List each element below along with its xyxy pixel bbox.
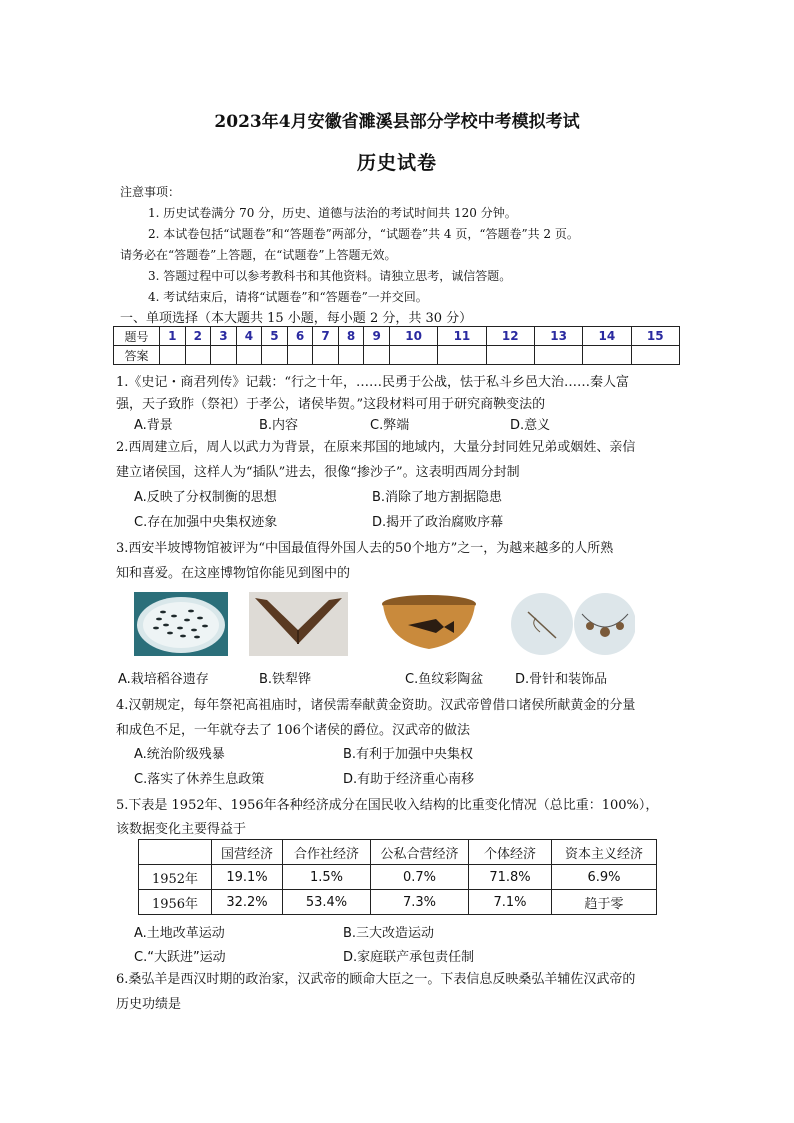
table-cell: 32.2% <box>212 890 283 915</box>
note-item: 2. 本试卷包括“试题卷”和“答题卷”两部分，“试题卷”共 4 页，“答题卷”共 2 页。 <box>148 227 579 241</box>
question-1-option-c[interactable]: C.弊端 <box>370 418 410 433</box>
bone-needle-ornaments-image <box>510 592 635 656</box>
table-header: 个体经济 <box>469 840 552 865</box>
question-4-option-c[interactable]: C.落实了休养生息政策 <box>134 772 265 787</box>
fish-painted-pottery-basin-image <box>378 592 480 656</box>
question-3-option-a[interactable]: A.栽培稻谷遗存 <box>118 672 209 687</box>
question-number: 3 <box>211 327 237 346</box>
question-2-text: 建立诸侯国，这样人为“插队”进去，很像“掺沙子”。这表明西周分封制 <box>116 465 520 480</box>
table-cell: 53.4% <box>283 890 371 915</box>
table-row <box>139 865 657 890</box>
question-number: 1 <box>160 327 186 346</box>
table-row <box>139 890 657 915</box>
question-number: 9 <box>364 327 390 346</box>
table-cell: 19.1% <box>212 865 283 890</box>
question-1-text: 1.《史记・商君列传》记载：“行之十年，……民勇于公战，怯于私斗乡邑大治……秦人富 <box>116 375 630 390</box>
question-number: 5 <box>262 327 288 346</box>
answer-cell[interactable] <box>236 346 262 365</box>
exam-title: 2023年4月安徽省濉溪县部分学校中考模拟考试 <box>214 112 580 132</box>
rice-remains-image <box>134 592 228 656</box>
note-item: 1. 历史试卷满分 70 分，历史、道德与法治的考试时间共 120 分钟。 <box>148 206 517 220</box>
question-6-text: 历史功绩是 <box>116 997 182 1012</box>
table-cell: 71.8% <box>469 865 552 890</box>
question-3-option-c[interactable]: C.鱼纹彩陶盆 <box>405 672 484 687</box>
question-5-option-c[interactable]: C.“大跃进”运动 <box>134 950 226 965</box>
answer-cell[interactable] <box>338 346 364 365</box>
question-number: 2 <box>185 327 211 346</box>
question-5-text: 该数据变化主要得益于 <box>116 822 247 837</box>
answer-grid-number-row <box>114 327 680 346</box>
question-1-option-b[interactable]: B.内容 <box>259 418 299 433</box>
answer-cell[interactable] <box>583 346 631 365</box>
question-5-option-b[interactable]: B.三大改造运动 <box>343 926 435 941</box>
answer-grid-label: 题号 <box>114 327 160 346</box>
question-6-text: 6.桑弘羊是西汉时期的政治家，汉武帝的顾命大臣之一。下表信息反映桑弘羊辅佐汉武帝的 <box>116 972 636 987</box>
question-2-option-a[interactable]: A.反映了分权制衡的思想 <box>134 490 277 505</box>
question-4-option-d[interactable]: D.有助于经济重心南移 <box>343 772 475 787</box>
question-number: 6 <box>287 327 313 346</box>
section-heading: 一、单项选择（本大题共 15 小题，每小题 2 分，共 30 分） <box>120 311 473 326</box>
question-1-option-d[interactable]: D.意义 <box>510 418 551 433</box>
answer-cell[interactable] <box>631 346 679 365</box>
answer-cell[interactable] <box>438 346 486 365</box>
answer-cell[interactable] <box>262 346 288 365</box>
note-item: 请务必在“答题卷”上答题，在“试题卷”上答题无效。 <box>120 248 397 262</box>
answer-cell[interactable] <box>389 346 437 365</box>
answer-grid-label: 答案 <box>114 346 160 365</box>
question-3-text: 3.西安半坡博物馆被评为“中国最值得外国人去的50个地方”之一，为越来越多的人所熟 <box>116 541 614 556</box>
question-2-text: 2.西周建立后，周人以武力为背景，在原来邦国的地域内，大量分封同姓兄弟或姻姓、亲信 <box>116 440 636 455</box>
question-number: 4 <box>236 327 262 346</box>
note-item: 4. 考试结束后，请将“试题卷”和“答题卷”一并交回。 <box>148 290 428 304</box>
table-header: 合作社经济 <box>283 840 371 865</box>
answer-cell[interactable] <box>211 346 237 365</box>
question-number: 11 <box>438 327 486 346</box>
question-number: 12 <box>486 327 534 346</box>
answer-cell[interactable] <box>185 346 211 365</box>
answer-cell[interactable] <box>534 346 582 365</box>
question-number: 7 <box>313 327 339 346</box>
table-cell: 趋于零 <box>552 890 657 915</box>
question-3-option-b[interactable]: B.铁犁铧 <box>259 672 312 687</box>
question-5-text: 5.下表是 1952年、1956年各种经济成分在国民收入结构的比重变化情况（总比重：100%）， <box>116 798 659 813</box>
question-5-option-d[interactable]: D.家庭联产承包责任制 <box>343 950 475 965</box>
question-2-option-d[interactable]: D.揭开了政治腐败序幕 <box>372 515 504 530</box>
question-number: 10 <box>389 327 437 346</box>
question-4-text: 4.汉朝规定，每年祭祀高祖庙时，诸侯需奉献黄金资助。汉武帝曾借口诸侯所献黄金的分量 <box>116 698 636 713</box>
answer-grid-answer-row <box>114 346 680 365</box>
question-1-option-a[interactable]: A.背景 <box>134 418 173 433</box>
question-3-text: 知和喜爱。在这座博物馆你能见到图中的 <box>116 566 351 581</box>
iron-plough-image <box>249 592 348 656</box>
table-header-row <box>139 840 657 865</box>
question-number: 8 <box>338 327 364 346</box>
table-cell: 7.1% <box>469 890 552 915</box>
table-cell: 1956年 <box>139 890 212 915</box>
question-4-option-a[interactable]: A.统治阶级残暴 <box>134 747 225 762</box>
table-cell: 0.7% <box>371 865 469 890</box>
table-header: 国营经济 <box>212 840 283 865</box>
table-header <box>139 840 212 865</box>
exam-subject-title: 历史试卷 <box>356 152 437 174</box>
economy-share-table <box>138 839 657 915</box>
question-number: 15 <box>631 327 679 346</box>
question-4-text: 和成色不足，一年就夺去了 106个诸侯的爵位。汉武帝的做法 <box>116 723 470 738</box>
table-cell: 6.9% <box>552 865 657 890</box>
answer-cell[interactable] <box>287 346 313 365</box>
question-1-text: 强，天子致胙（祭祀）于孝公，诸侯毕贺。”这段材料可用于研究商鞅变法的 <box>116 397 546 412</box>
question-4-option-b[interactable]: B.有利于加强中央集权 <box>343 747 474 762</box>
question-5-option-a[interactable]: A.土地改革运动 <box>134 926 225 941</box>
note-item: 3. 答题过程中可以参考教科书和其他资料。请独立思考，诚信答题。 <box>148 269 512 283</box>
answer-cell[interactable] <box>313 346 339 365</box>
question-number: 13 <box>534 327 582 346</box>
question-3-option-d[interactable]: D.骨针和装饰品 <box>515 672 608 687</box>
question-2-option-b[interactable]: B.消除了地方割据隐患 <box>372 490 503 505</box>
table-cell: 7.3% <box>371 890 469 915</box>
table-cell: 1952年 <box>139 865 212 890</box>
table-header: 公私合营经济 <box>371 840 469 865</box>
table-cell: 1.5% <box>283 865 371 890</box>
answer-cell[interactable] <box>486 346 534 365</box>
table-header: 资本主义经济 <box>552 840 657 865</box>
question-2-option-c[interactable]: C.存在加强中央集权迹象 <box>134 515 278 530</box>
answer-grid <box>113 326 680 365</box>
notes-heading: 注意事项： <box>120 185 181 199</box>
question-number: 14 <box>583 327 631 346</box>
answer-cell[interactable] <box>160 346 186 365</box>
answer-cell[interactable] <box>364 346 390 365</box>
